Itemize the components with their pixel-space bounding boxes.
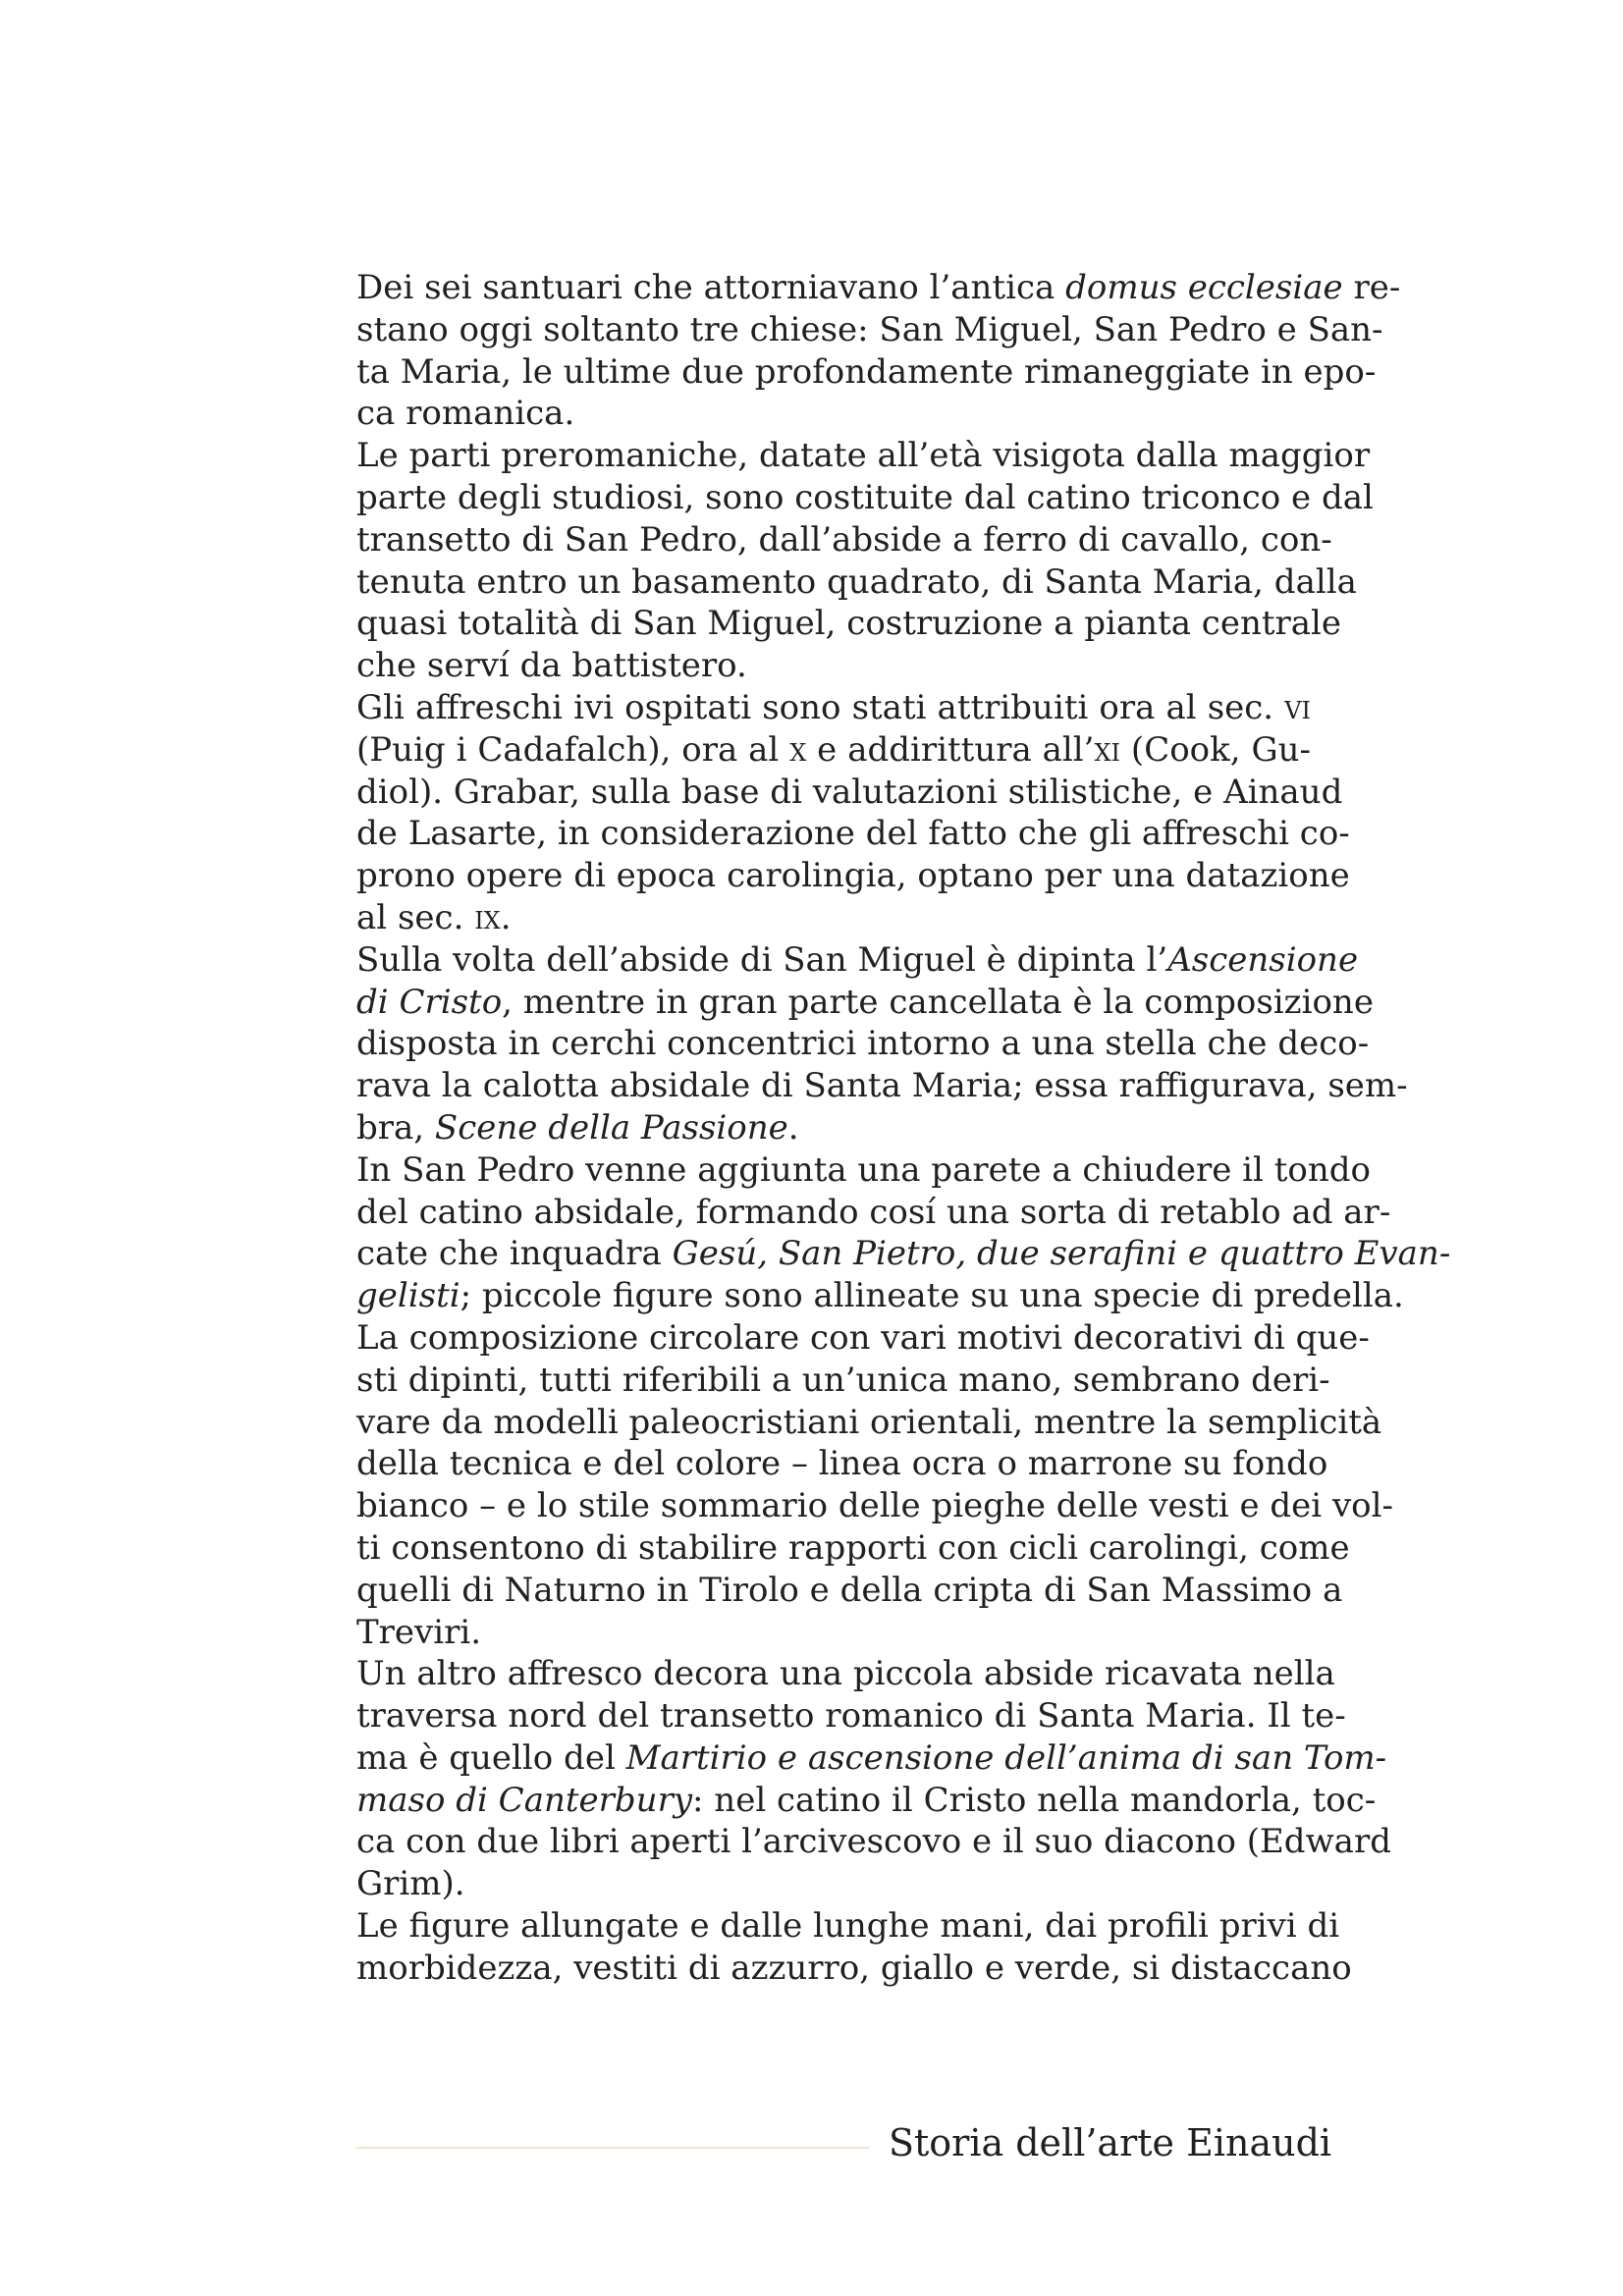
text-line	[356, 1360, 1330, 1402]
text-line	[356, 1402, 1382, 1444]
text-line	[356, 1527, 1350, 1570]
text-segment: disposta in cerchi concentrici intorno a una stella che deco-	[356, 1024, 1370, 1064]
text-segment: .	[500, 897, 512, 937]
text-segment: quasi totalità di San Miguel, costruzione a pianta centrale	[356, 604, 1342, 644]
text-line	[356, 729, 1311, 772]
text-line	[356, 1948, 1352, 1990]
italic-text: gelisti	[356, 1276, 460, 1316]
text-segment: ; piccole figure sono allineate su una specie di predella.	[460, 1276, 1404, 1316]
footer-rule	[356, 2147, 869, 2149]
text-segment: della tecnica e del colore – linea ocra o marrone su fondo	[356, 1444, 1328, 1484]
text-segment: morbidezza, vestiti di azzurro, giallo e verde, si distaccano	[356, 1948, 1352, 1988]
text-segment: (Puig i Cadafalch), ora al	[356, 729, 790, 770]
text-segment: ma è quello del	[356, 1737, 626, 1778]
text-segment: .	[787, 1107, 799, 1148]
text-line	[356, 1275, 1404, 1317]
text-line	[356, 1065, 1408, 1107]
text-line	[356, 1443, 1328, 1485]
text-segment: stano oggi soltanto tre chiese: San Miguel, San Pedro e San-	[356, 309, 1383, 349]
italic-text: Ascensione	[1167, 939, 1359, 980]
text-line	[356, 267, 1401, 309]
text-segment: Treviri.	[356, 1612, 482, 1652]
text-segment: che serví da battistero.	[356, 646, 747, 686]
text-segment: In San Pedro venne aggiunta una parete a chiudere il tondo	[356, 1149, 1371, 1190]
text-segment: transetto di San Pedro, dall’abside a ferro di cavallo, con-	[356, 519, 1332, 560]
text-line	[356, 1023, 1370, 1065]
text-segment: vare da modelli paleocristiani orientali, mentre la semplicità	[356, 1402, 1382, 1442]
footer-title: Storia dell’arte Einaudi	[889, 2121, 1332, 2164]
text-segment: ta Maria, le ultime due profondamente rimaneggiate in epo-	[356, 351, 1377, 392]
text-segment: tenuta entro un basamento quadrato, di Santa Maria, dalla	[356, 561, 1357, 602]
text-line	[356, 1149, 1371, 1192]
italic-text: maso di Canterbury	[356, 1780, 693, 1820]
text-segment: ca romanica.	[356, 394, 575, 434]
text-segment: Grim).	[356, 1864, 465, 1904]
text-segment: e addirittura all’	[806, 729, 1095, 770]
text-line	[356, 351, 1377, 394]
text-line	[356, 645, 1311, 687]
text-segment: bianco – e lo stile sommario delle pieghe delle vesti e dei vol-	[356, 1486, 1394, 1526]
text-line	[356, 772, 1343, 814]
text-line	[356, 855, 1350, 897]
text-line	[356, 1570, 1343, 1612]
text-line	[356, 1821, 1391, 1863]
text-segment: sti dipinti, tutti riferibili a un’unica mano, sembrano deri-	[356, 1360, 1330, 1400]
text-line	[356, 1780, 1377, 1822]
text-line	[356, 1192, 1391, 1234]
text-line	[356, 1233, 1451, 1275]
text-segment: Le parti preromaniche, datate all’età visigota dalla maggior	[356, 436, 1371, 476]
text-line	[356, 561, 1357, 604]
text-segment: ti consentono di stabilire rapporti con cicli carolingi, come	[356, 1527, 1350, 1568]
text-segment: diol). Grabar, sulla base di valutazioni stilistiche, e Ainaud	[356, 772, 1343, 812]
body-text	[356, 267, 1451, 1990]
text-segment: prono opere di epoca carolingia, optano per una datazione	[356, 856, 1350, 896]
text-line	[356, 519, 1332, 561]
text-line	[356, 813, 1350, 855]
text-segment: La composizione circolare con vari motivi decorativi di que-	[356, 1317, 1370, 1358]
text-segment: re-	[1342, 268, 1401, 307]
italic-text: domus ecclesiae	[1065, 268, 1343, 307]
text-segment: traversa nord del transetto romanico di Santa Maria. Il te-	[356, 1696, 1346, 1736]
text-line	[356, 982, 1374, 1024]
text-segment: parte degli studiosi, sono costituite dal catino triconco e dal	[356, 477, 1374, 517]
text-segment: al sec.	[356, 897, 475, 937]
text-line	[356, 1653, 1335, 1695]
text-line	[356, 939, 1359, 982]
text-segment: Un altro affresco decora una piccola abside ricavata nella	[356, 1654, 1335, 1694]
text-line	[356, 603, 1342, 645]
text-segment: Dei sei santuari che attorniavano l’antica	[356, 268, 1066, 307]
text-line	[356, 435, 1371, 477]
italic-text: di Cristo	[356, 982, 503, 1022]
text-segment: rava la calotta absidale di Santa Maria; essa raffigurava, sem-	[356, 1066, 1408, 1106]
roman-numeral: xi	[1094, 729, 1121, 770]
text-segment: bra,	[356, 1107, 435, 1148]
text-line	[356, 477, 1374, 519]
text-segment: cate che inquadra	[356, 1234, 673, 1274]
italic-text: Scene della Passione	[434, 1107, 788, 1148]
text-segment: del catino absidale, formando cosí una sorta di retablo ad ar-	[356, 1192, 1391, 1232]
text-line	[356, 309, 1383, 351]
italic-text: Gesú, San Pietro, due serafini e quattro Evan-	[672, 1234, 1451, 1274]
roman-numeral: vi	[1284, 687, 1311, 727]
text-segment: Le figure allungate e dalle lunghe mani, dai profili privi di	[356, 1906, 1340, 1947]
text-line	[356, 1863, 1311, 1905]
text-segment: quelli di Naturno in Tirolo e della cripta di San Massimo a	[356, 1570, 1343, 1610]
text-segment: de Lasarte, in considerazione del fatto che gli affreschi co-	[356, 814, 1350, 854]
text-line	[356, 1485, 1394, 1527]
text-segment: : nel catino il Cristo nella mandorla, toc-	[692, 1780, 1377, 1820]
text-line	[356, 1107, 1311, 1149]
text-segment: Sulla volta dell’abside di San Miguel è dipinta l’	[356, 939, 1168, 980]
text-line	[356, 393, 1311, 435]
text-line	[356, 1737, 1387, 1780]
text-line	[356, 1612, 1311, 1654]
italic-text: Martirio e ascensione dell’anima di san Tom-	[625, 1737, 1387, 1778]
text-line	[356, 1317, 1370, 1360]
text-line	[356, 1905, 1340, 1948]
text-line	[356, 1695, 1346, 1737]
text-line	[356, 687, 1311, 729]
roman-numeral: ix	[474, 897, 501, 937]
roman-numeral: x	[789, 729, 807, 770]
text-segment: ca con due libri aperti l’arcivescovo e il suo diacono (Edward	[356, 1822, 1391, 1862]
text-segment: , mentre in gran parte cancellata è la composizione	[502, 982, 1374, 1022]
text-segment: Gli affreschi ivi ospitati sono stati attribuiti ora al sec.	[356, 687, 1285, 727]
text-line	[356, 897, 1311, 939]
text-segment: (Cook, Gu-	[1120, 729, 1311, 770]
